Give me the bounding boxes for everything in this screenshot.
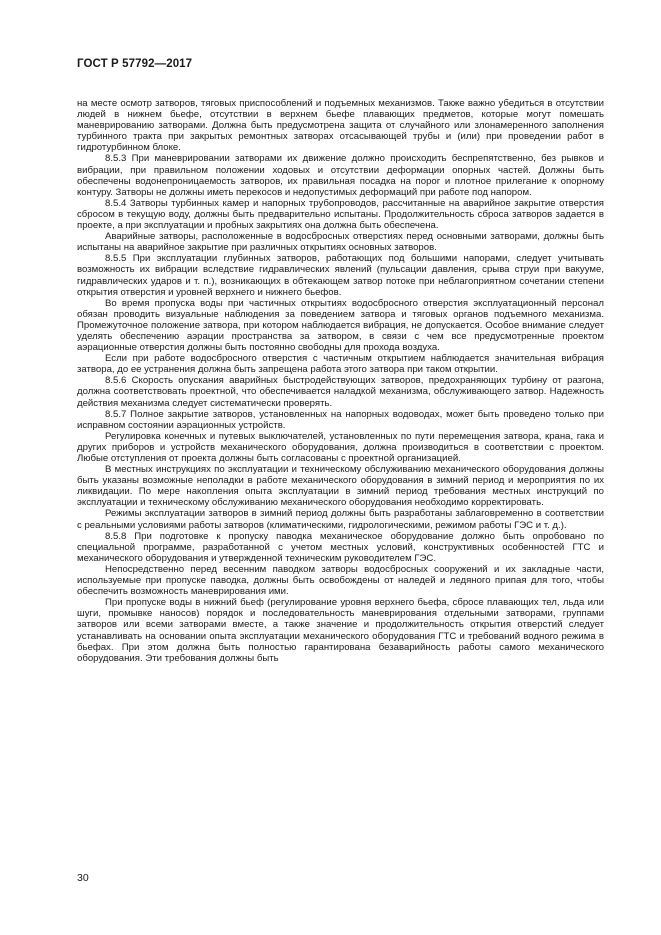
- document-body: [77, 98, 604, 664]
- paragraph: Непосредственно перед весенним паводком затворы водосбросных сооружений и их закладные части, используемые при пропуске паводка, должны быть освобождены от наледей и ледяного припая для того, чтобы обеспечить возможность маневрирования ими.: [77, 563, 604, 598]
- paragraph: на месте осмотр затворов, тяговых приспособлений и подъемных механизмов. Также важно убедиться в отсутствии людей в нижнем бьефе, отсутствии в верхнем бьефе плавающих предметов, которые могут помешать маневрированию затворами. Должна быть предусмотрена защита от случайного или злонамеренного заполнения турбинного тракта при закрытых ремонтных затворах отсасывающей трубы и (или) при проведении работ в гидротурбинном блоке.: [77, 98, 604, 154]
- paragraph-8-5-6: 8.5.6 Скорость опускания аварийных быстродействующих затворов, предохраняющих турбину от разгона, должна соответствовать проектной, что обеспечивается наладкой механизма, обслуживающего затвор. Надежность действия механизма следует систематически проверять.: [77, 375, 604, 409]
- paragraph: При пропуске воды в нижний бьеф (регулирование уровня верхнего бьефа, сбросе плавающих тел, льда или шуги, промывке наносов) порядок и последовательность маневрирования отдельными затворами, группами затворов или всеми затворами вместе, а также значение и продолжительность открытия отверстий следует устанавливать на основании опыта эксплуатации механического оборудования ГТС и требований водного режима в бьефах. При этом должна быть полностью гарантирована безаварийность работы самого механического оборудования. Эти требования должны быть: [77, 597, 604, 664]
- page-number: 30: [77, 872, 89, 884]
- paragraph-8-5-3: 8.5.3 При маневрировании затворами их движение должно происходить беспрепятственно, без рывков и вибрации, при правильном положении ходовых и отсутствии деформации опорных частей. Должны быть обеспечены водонепроницаемость затворов, их правильная посадка на порог и плотное прилегание к опорному контуру. Затворы не должны иметь перекосов и недопустимых деформаций при работе под напором.: [77, 153, 604, 198]
- paragraph: В местных инструкциях по эксплуатации и техническому обслуживанию механического оборудования должны быть указаны возможные неполадки в работе механического оборудования в зимний период и мероприятия по их ликвидации. По мере накопления опыта эксплуатации в зимний период требования местных инструкций по эксплуатации и техническому обслуживанию механического оборудования необходимо корректировать.: [77, 464, 604, 509]
- paragraph: Если при работе водосбросного отверстия с частичным открытием наблюдается значительная вибрация затвора, до ее устранения должна быть запрещена работа этого затвора при таком открытии.: [77, 353, 604, 376]
- paragraph: Во время пропуска воды при частичных открытиях водосбросного отверстия эксплуатационный персонал обязан проводить визуальные наблюдения за поведением затвора и тяговых органов подъемного механизма. Промежуточное положение затвора, при котором наблюдается вибрация, не допускается. Особое внимание следует уделять обеспечению аэрации пространства за затвором, в связи с чем все предусмотренные проектом аэрационные отверстия должны быть постоянно свободны для прохода воздуха.: [77, 297, 604, 354]
- document-header: ГОСТ Р 57792—2017: [77, 58, 193, 70]
- paragraph-8-5-5: 8.5.5 При эксплуатации глубинных затворов, работающих под большими напорами, следует учитывать возможность их вибрации вследствие гидравлических явлений (пульсации давления, срыва струи при вакууме, гидравлических ударов и т. п.), возникающих в обтекающем затвор потоке при неблагоприятном сочетании степени открытия отверстия и уровней верхнего и нижнего бьефов.: [77, 253, 604, 298]
- paragraph-8-5-4: 8.5.4 Затворы турбинных камер и напорных трубопроводов, рассчитанные на аварийное закрытие отверстия сбросом в текущую воду, должны быть предварительно испытаны. Продолжительность сброса затворов задается в проекте, а при эксплуатации и пробных закрытиях она должна быть обеспечена.: [77, 197, 604, 232]
- paragraph: Режимы эксплуатации затворов в зимний период должны быть разработаны заблаговременно в соответствии с реальными условиями работы затворов (климатическими, гидрологическими, режимом работы ГЭС и т. д.).: [77, 508, 604, 531]
- paragraph-8-5-8: 8.5.8 При подготовке к пропуску паводка механическое оборудование должно быть опробовано по специальной программе, разработанной с учетом местных условий, конструктивных особенностей ГТС и механического оборудования и утвержденной техническим руководителем ГЭС.: [77, 530, 604, 564]
- paragraph-8-5-7: 8.5.7 Полное закрытие затворов, установленных на напорных водоводах, может быть проведено только при исправном состоянии аэрационных устройств.: [77, 408, 604, 431]
- paragraph: Регулировка конечных и путевых выключателей, установленных по пути перемещения затвора, крана, гака и других приборов и устройств механического оборудования, должна производиться в соответствии с проектом. Любые отступления от проекта должны быть согласованы с проектной организацией.: [77, 430, 604, 464]
- paragraph: Аварийные затворы, расположенные в водосбросных отверстиях перед основными затворами, должны быть испытаны на аварийное закрытие при различных открытиях основных затворов.: [77, 231, 604, 254]
